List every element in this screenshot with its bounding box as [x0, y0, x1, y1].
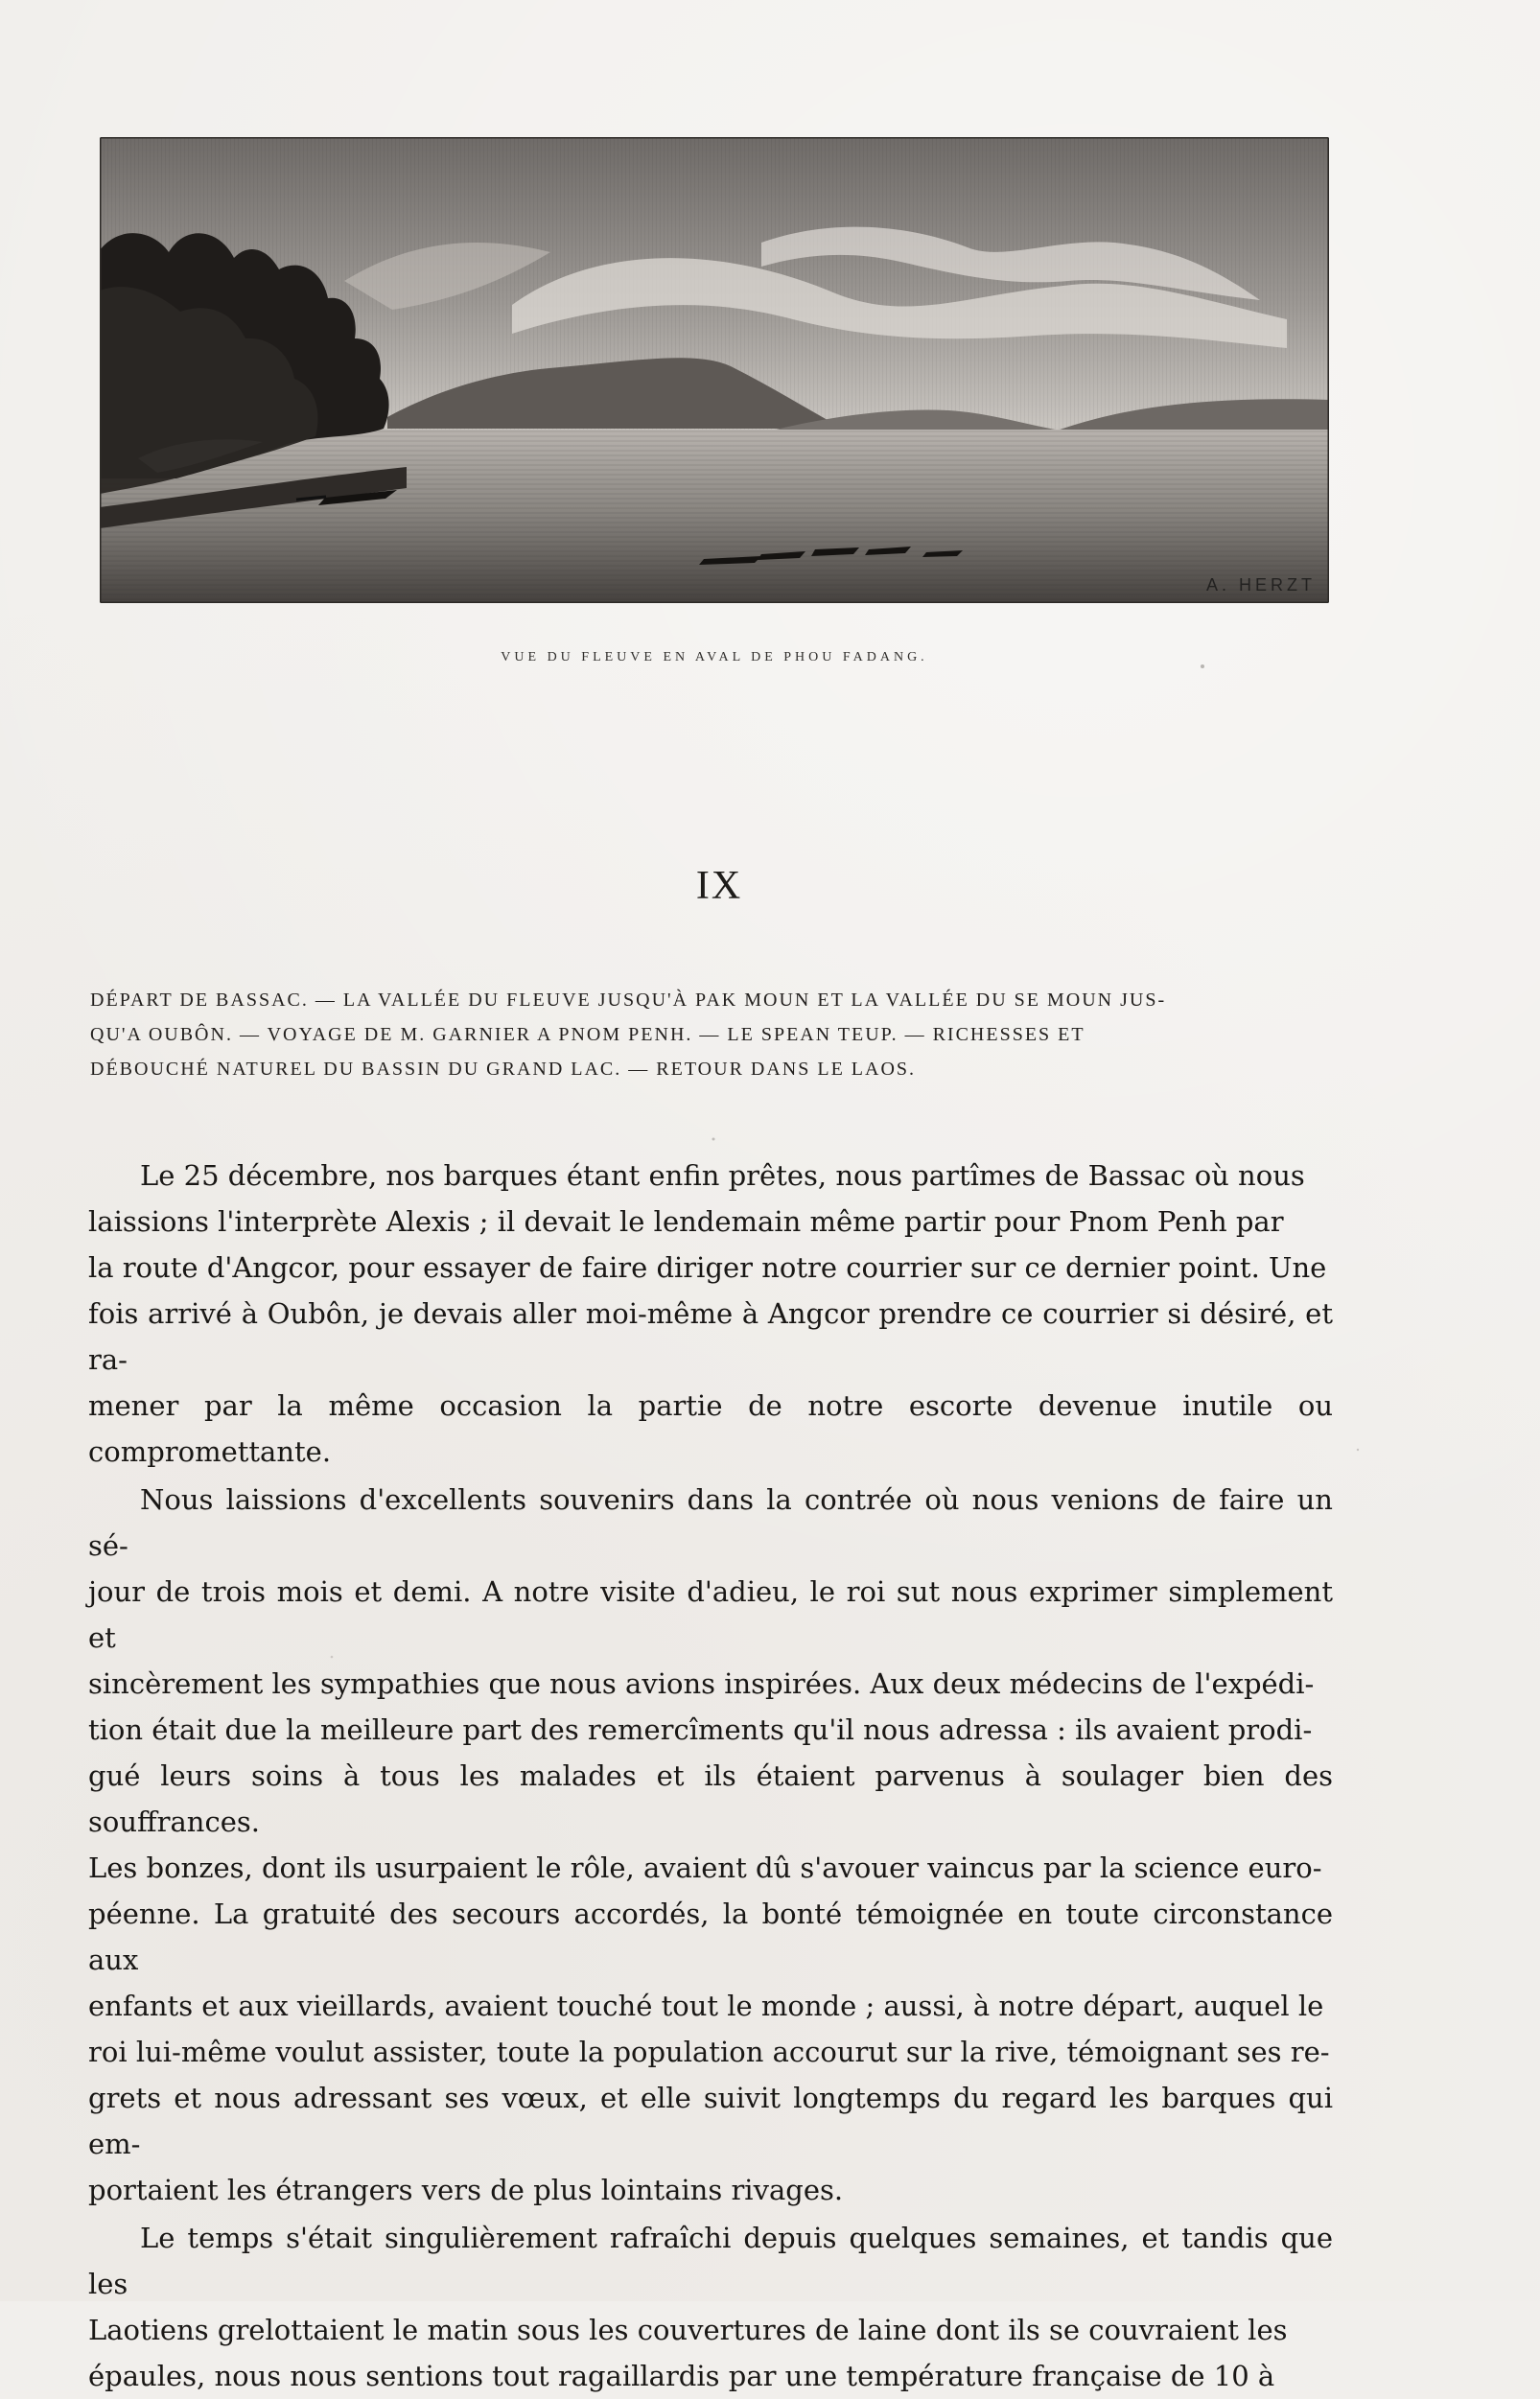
main-body-text: [88, 1153, 1333, 2399]
paragraph-3: [88, 2215, 1333, 2399]
body-line: mener par la même occasion la partie de notre escorte devenue inutile ou compromettante.: [88, 1389, 1333, 1468]
body-line: enfants et aux vieillards, avaient touché tout le monde ; aussi, à notre départ, auquel le: [88, 1990, 1324, 2022]
body-line: gué leurs soins à tous les malades et ils étaient parvenus à soulager bien des souffrances.: [88, 1759, 1333, 1838]
body-line: laissions l'interprète Alexis ; il devait le lendemain même partir pour Pnom Penh par: [88, 1205, 1284, 1238]
body-line: sincèrement les sympathies que nous avions inspirées. Aux deux médecins de l'expédi-: [88, 1667, 1315, 1700]
body-line: Le 25 décembre, nos barques étant enfin prêtes, nous partîmes de Bassac où nous: [140, 1159, 1305, 1192]
body-line: tion était due la meilleure part des remercîments qu'il nous adressa : ils avaient prodi-: [88, 1713, 1313, 1746]
body-line: roi lui-même voulut assister, toute la population accourut sur la rive, témoignant ses re-: [88, 2036, 1330, 2068]
chapter-summary: [90, 983, 1335, 1086]
body-line: Laotiens grelottaient le matin sous les couvertures de laine dont ils se couvraient les: [88, 2314, 1288, 2346]
summary-line: QU'A OUBÔN. — VOYAGE DE M. GARNIER A PNOM PENH. — LE SPEAN TEUP. — RICHESSES ET: [90, 1024, 1085, 1045]
body-line: épaules, nous nous sentions tout ragaillardis par une température française de 10 à: [88, 2360, 1275, 2392]
summary-line: DÉPART DE BASSAC. — LA VALLÉE DU FLEUVE JUSQU'À PAK MOUN ET LA VALLÉE DU SE MOUN JUS-: [90, 990, 1167, 1011]
body-line: Les bonzes, dont ils usurpaient le rôle, avaient dû s'avouer vaincus par la science euro-: [88, 1852, 1322, 1884]
body-line: Nous laissions d'excellents souvenirs dans la contrée où nous venions de faire un sé-: [88, 1483, 1333, 1562]
chapter-number: IX: [695, 864, 743, 908]
river-landscape-illustration: [100, 137, 1329, 603]
landscape-engraving: [100, 137, 1329, 603]
body-line: fois arrivé à Oubôn, je devais aller moi-même à Angcor prendre ce courrier si désiré, et ra-: [88, 1297, 1333, 1376]
paragraph-2: [88, 1477, 1333, 2213]
body-line: la route d'Angcor, pour essayer de faire diriger notre courrier sur ce dernier point. Une: [88, 1251, 1327, 1284]
body-line: portaient les étrangers vers de plus lointains rivages.: [88, 2174, 844, 2206]
body-line: Le temps s'était singulièrement rafraîchi depuis quelques semaines, et tandis que les: [88, 2222, 1333, 2300]
body-line: jour de trois mois et demi. A notre visite d'adieu, le roi sut nous exprimer simplement et: [88, 1575, 1333, 1654]
paragraph-1: [88, 1153, 1333, 1475]
body-line: grets et nous adressant ses vœux, et elle suivit longtemps du regard les barques qui em-: [88, 2082, 1333, 2160]
illustration-caption: VUE DU FLEUVE EN AVAL DE PHOU FADANG.: [501, 650, 928, 664]
summary-line: DÉBOUCHÉ NATUREL DU BASSIN DU GRAND LAC. — RETOUR DANS LE LAOS.: [90, 1059, 917, 1080]
body-line: péenne. La gratuité des secours accordés, la bonté témoignée en toute circonstance aux: [88, 1898, 1333, 1976]
engraver-signature: A. HERZT: [1205, 575, 1316, 594]
